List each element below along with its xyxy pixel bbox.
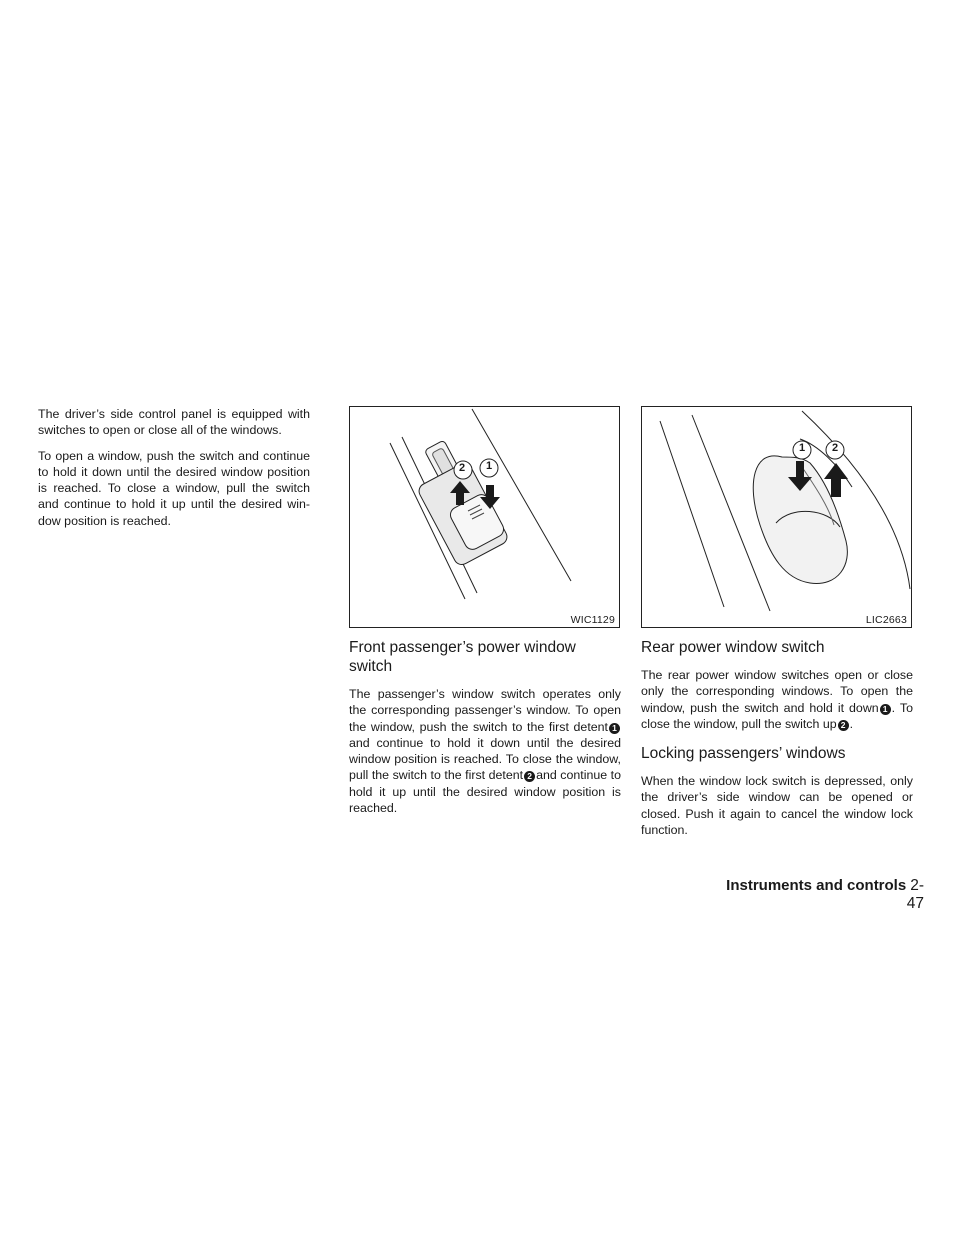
callout-2-label: 2: [832, 442, 839, 454]
front-text-2: and continue to hold it down until the desired window position is reached. To close the window, pull the switch to the first detent: [349, 735, 621, 783]
front-text-1: The passenger’s window switch operates only the corresponding passenger’s window. To open the window, push the switch to the first detent: [349, 687, 621, 734]
front-passenger-paragraph: [349, 686, 621, 816]
callout-2-label: 2: [459, 462, 466, 474]
figure-code: LIC2663: [865, 614, 907, 626]
callout-2-icon: 2: [524, 771, 535, 782]
callout-1-icon: 1: [609, 723, 620, 734]
section-title: Instruments and controls: [726, 877, 907, 894]
front-switch-figure: [349, 406, 620, 628]
rear-window-heading: Rear power window switch: [641, 639, 825, 656]
paragraph-control-panel: The driver’s side control panel is equipped with switches to open or close all of the windows.: [38, 407, 310, 438]
page-number: 2-47: [906, 877, 924, 912]
rear-text-3: .: [849, 716, 854, 731]
callout-1-label: 1: [799, 442, 806, 454]
rear-text-2: . To close the window, pull the switch up: [641, 700, 913, 731]
paragraph-open-close-window: To open a window, push the switch and continue to hold it down until the desired window position is reached. To close a window, pull the switch and continue to hold it up until the desired win- dow position is reached.: [38, 448, 310, 528]
figure-code: WIC1129: [570, 614, 615, 626]
rear-switch-figure: [641, 406, 912, 628]
middle-column: [349, 406, 621, 825]
callout-1-label: 1: [486, 460, 493, 472]
rear-text-1: The rear power window switches open or close only the corresponding windows. To open the window, push the switch and hold it down: [641, 668, 913, 715]
left-column: [38, 406, 310, 538]
callout-1-icon: 1: [880, 704, 891, 715]
right-column: [641, 406, 913, 847]
front-switch-illustration: [350, 407, 621, 629]
page-footer: [720, 877, 924, 913]
rear-switch-illustration: [642, 407, 913, 629]
callout-2-icon: 2: [838, 720, 849, 731]
rear-window-paragraph: [641, 667, 913, 732]
front-text-3: and continue to hold it up until the desired window position is reached.: [349, 768, 621, 816]
locking-heading: Locking passengers’ windows: [641, 745, 846, 763]
locking-paragraph: When the window lock switch is depressed, only the driver’s side window can be opened or closed. Push it again to cancel the window lock function.: [641, 774, 913, 838]
front-passenger-heading: Front passenger’s power window switch: [349, 639, 576, 675]
